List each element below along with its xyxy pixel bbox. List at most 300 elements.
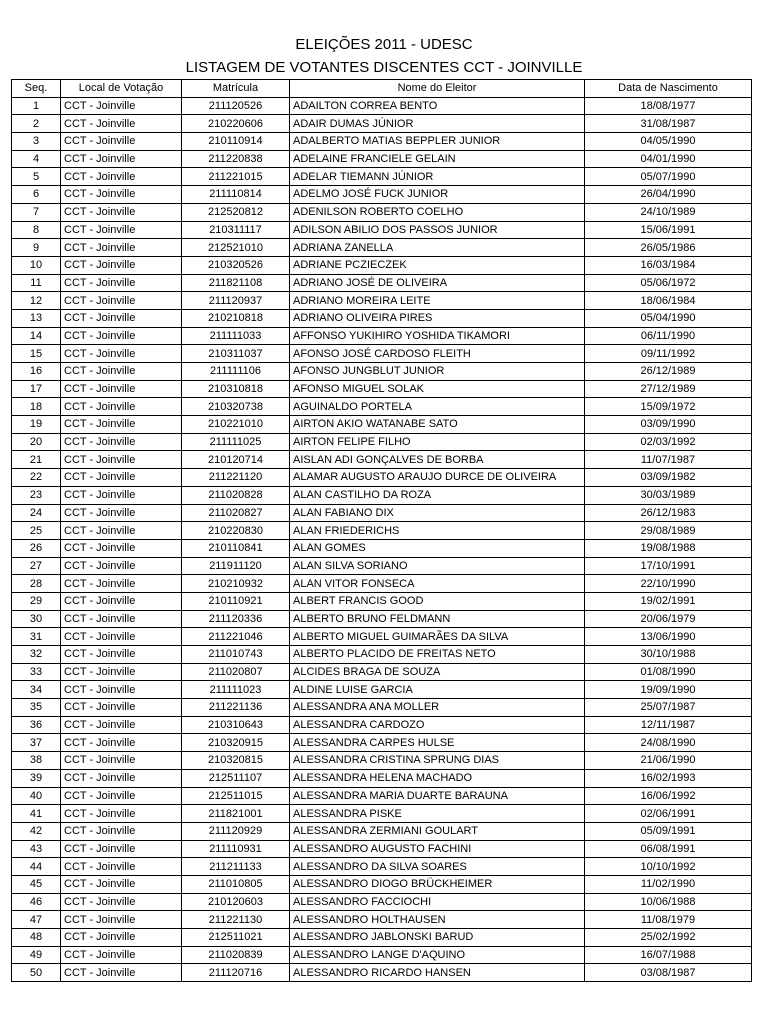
cell-nome: ADAILTON CORREA BENTO — [290, 97, 585, 115]
cell-matricula: 211110931 — [182, 840, 290, 858]
cell-nome: ALESSANDRA CRISTINA SPRUNG DIAS — [290, 752, 585, 770]
cell-seq: 16 — [12, 363, 61, 381]
cell-data-nascimento: 24/10/1989 — [585, 203, 752, 221]
cell-data-nascimento: 25/02/1992 — [585, 929, 752, 947]
cell-nome: ADELMO JOSÉ FUCK JUNIOR — [290, 186, 585, 204]
cell-nome: AIRTON FELIPE FILHO — [290, 433, 585, 451]
cell-nome: ALCIDES BRAGA DE SOUZA — [290, 663, 585, 681]
cell-matricula: 210120603 — [182, 893, 290, 911]
cell-seq: 35 — [12, 699, 61, 717]
cell-matricula: 211221046 — [182, 628, 290, 646]
cell-local: CCT - Joinville — [61, 716, 182, 734]
cell-data-nascimento: 04/05/1990 — [585, 133, 752, 151]
cell-data-nascimento: 05/09/1991 — [585, 822, 752, 840]
cell-seq: 47 — [12, 911, 61, 929]
cell-nome: AFONSO MIGUEL SOLAK — [290, 380, 585, 398]
cell-matricula: 210220830 — [182, 522, 290, 540]
page-title: ELEIÇÕES 2011 - UDESC — [295, 36, 473, 53]
cell-seq: 10 — [12, 256, 61, 274]
table-row — [12, 787, 752, 805]
cell-matricula: 211020828 — [182, 486, 290, 504]
table-row — [12, 964, 752, 982]
cell-data-nascimento: 04/01/1990 — [585, 150, 752, 168]
cell-data-nascimento: 18/08/1977 — [585, 97, 752, 115]
cell-seq: 41 — [12, 805, 61, 823]
cell-matricula: 212521010 — [182, 239, 290, 257]
table-row — [12, 752, 752, 770]
cell-matricula: 211221130 — [182, 911, 290, 929]
cell-seq: 36 — [12, 716, 61, 734]
cell-local: CCT - Joinville — [61, 150, 182, 168]
cell-data-nascimento: 19/09/1990 — [585, 681, 752, 699]
cell-seq: 4 — [12, 150, 61, 168]
cell-local: CCT - Joinville — [61, 115, 182, 133]
table-row — [12, 911, 752, 929]
cell-data-nascimento: 05/04/1990 — [585, 309, 752, 327]
cell-seq: 24 — [12, 504, 61, 522]
cell-seq: 12 — [12, 292, 61, 310]
cell-matricula: 211821108 — [182, 274, 290, 292]
cell-seq: 19 — [12, 416, 61, 434]
cell-nome: AFFONSO YUKIHIRO YOSHIDA TIKAMORI — [290, 327, 585, 345]
cell-nome: AISLAN ADI GONÇALVES DE BORBA — [290, 451, 585, 469]
cell-nome: ALESSANDRO HOLTHAUSEN — [290, 911, 585, 929]
table-row — [12, 769, 752, 787]
cell-local: CCT - Joinville — [61, 363, 182, 381]
cell-seq: 30 — [12, 610, 61, 628]
cell-nome: ADELAINE FRANCIELE GELAIN — [290, 150, 585, 168]
cell-nome: ADAIR DUMAS JÚNIOR — [290, 115, 585, 133]
cell-matricula: 211120526 — [182, 97, 290, 115]
cell-data-nascimento: 26/12/1989 — [585, 363, 752, 381]
cell-local: CCT - Joinville — [61, 239, 182, 257]
cell-matricula: 210310643 — [182, 716, 290, 734]
cell-nome: AGUINALDO PORTELA — [290, 398, 585, 416]
cell-matricula: 212511021 — [182, 929, 290, 947]
cell-local: CCT - Joinville — [61, 628, 182, 646]
cell-seq: 22 — [12, 469, 61, 487]
cell-local: CCT - Joinville — [61, 893, 182, 911]
cell-data-nascimento: 16/03/1984 — [585, 256, 752, 274]
cell-nome: ALAN FRIEDERICHS — [290, 522, 585, 540]
cell-nome: ALBERTO PLACIDO DE FREITAS NETO — [290, 646, 585, 664]
cell-seq: 38 — [12, 752, 61, 770]
cell-seq: 42 — [12, 822, 61, 840]
cell-seq: 3 — [12, 133, 61, 151]
cell-seq: 25 — [12, 522, 61, 540]
cell-matricula: 211821001 — [182, 805, 290, 823]
cell-local: CCT - Joinville — [61, 309, 182, 327]
cell-data-nascimento: 05/06/1972 — [585, 274, 752, 292]
cell-nome: ADELAR TIEMANN JÚNIOR — [290, 168, 585, 186]
table-row — [12, 168, 752, 186]
column-header-nome: Nome do Eleitor — [290, 80, 585, 98]
cell-data-nascimento: 02/06/1991 — [585, 805, 752, 823]
cell-seq: 15 — [12, 345, 61, 363]
cell-matricula: 210221010 — [182, 416, 290, 434]
cell-local: CCT - Joinville — [61, 822, 182, 840]
table-body — [12, 97, 752, 981]
table-row — [12, 504, 752, 522]
cell-local: CCT - Joinville — [61, 699, 182, 717]
table-row — [12, 858, 752, 876]
cell-local: CCT - Joinville — [61, 186, 182, 204]
cell-local: CCT - Joinville — [61, 911, 182, 929]
cell-seq: 28 — [12, 575, 61, 593]
cell-local: CCT - Joinville — [61, 929, 182, 947]
column-header-matricula: Matrícula — [182, 80, 290, 98]
table-row — [12, 203, 752, 221]
cell-local: CCT - Joinville — [61, 539, 182, 557]
table-row — [12, 628, 752, 646]
cell-seq: 21 — [12, 451, 61, 469]
cell-nome: ALESSANDRA MARIA DUARTE BARAUNA — [290, 787, 585, 805]
cell-data-nascimento: 05/07/1990 — [585, 168, 752, 186]
table-row — [12, 451, 752, 469]
table-row — [12, 469, 752, 487]
cell-local: CCT - Joinville — [61, 97, 182, 115]
cell-data-nascimento: 20/06/1979 — [585, 610, 752, 628]
cell-nome: ALESSANDRA HELENA MACHADO — [290, 769, 585, 787]
table-row — [12, 893, 752, 911]
cell-local: CCT - Joinville — [61, 787, 182, 805]
table-row — [12, 398, 752, 416]
cell-data-nascimento: 16/07/1988 — [585, 946, 752, 964]
cell-matricula: 210310818 — [182, 380, 290, 398]
cell-seq: 40 — [12, 787, 61, 805]
cell-local: CCT - Joinville — [61, 292, 182, 310]
cell-seq: 45 — [12, 875, 61, 893]
cell-nome: ADRIANA ZANELLA — [290, 239, 585, 257]
cell-seq: 46 — [12, 893, 61, 911]
table-row — [12, 97, 752, 115]
cell-data-nascimento: 11/08/1979 — [585, 911, 752, 929]
table-row — [12, 221, 752, 239]
cell-local: CCT - Joinville — [61, 398, 182, 416]
cell-seq: 48 — [12, 929, 61, 947]
table-row — [12, 274, 752, 292]
cell-seq: 44 — [12, 858, 61, 876]
table-row — [12, 681, 752, 699]
table-row — [12, 557, 752, 575]
cell-matricula: 210320815 — [182, 752, 290, 770]
cell-local: CCT - Joinville — [61, 433, 182, 451]
cell-nome: ALESSANDRA CARDOZO — [290, 716, 585, 734]
cell-matricula: 212511107 — [182, 769, 290, 787]
cell-nome: ALESSANDRA CARPES HULSE — [290, 734, 585, 752]
cell-local: CCT - Joinville — [61, 681, 182, 699]
cell-matricula: 210311117 — [182, 221, 290, 239]
cell-matricula: 210320526 — [182, 256, 290, 274]
cell-matricula: 210320738 — [182, 398, 290, 416]
cell-matricula: 211020807 — [182, 663, 290, 681]
table-row — [12, 539, 752, 557]
cell-seq: 6 — [12, 186, 61, 204]
cell-seq: 13 — [12, 309, 61, 327]
cell-matricula: 212520812 — [182, 203, 290, 221]
table-row — [12, 486, 752, 504]
cell-data-nascimento: 11/07/1987 — [585, 451, 752, 469]
cell-seq: 49 — [12, 946, 61, 964]
cell-data-nascimento: 01/08/1990 — [585, 663, 752, 681]
table-row — [12, 239, 752, 257]
cell-local: CCT - Joinville — [61, 557, 182, 575]
cell-matricula: 211220838 — [182, 150, 290, 168]
voter-table — [11, 79, 752, 982]
cell-data-nascimento: 15/09/1972 — [585, 398, 752, 416]
cell-data-nascimento: 30/10/1988 — [585, 646, 752, 664]
cell-data-nascimento: 10/10/1992 — [585, 858, 752, 876]
cell-matricula: 211911120 — [182, 557, 290, 575]
cell-seq: 33 — [12, 663, 61, 681]
cell-local: CCT - Joinville — [61, 504, 182, 522]
table-row — [12, 840, 752, 858]
cell-nome: ALESSANDRA PISKE — [290, 805, 585, 823]
table-row — [12, 186, 752, 204]
cell-seq: 11 — [12, 274, 61, 292]
table-row — [12, 416, 752, 434]
cell-seq: 43 — [12, 840, 61, 858]
cell-data-nascimento: 16/06/1992 — [585, 787, 752, 805]
cell-local: CCT - Joinville — [61, 469, 182, 487]
cell-nome: ADRIANO JOSÉ DE OLIVEIRA — [290, 274, 585, 292]
cell-data-nascimento: 13/06/1990 — [585, 628, 752, 646]
cell-seq: 29 — [12, 592, 61, 610]
cell-local: CCT - Joinville — [61, 486, 182, 504]
cell-nome: ADALBERTO MATIAS BEPPLER JUNIOR — [290, 133, 585, 151]
table-row — [12, 646, 752, 664]
cell-seq: 23 — [12, 486, 61, 504]
cell-local: CCT - Joinville — [61, 663, 182, 681]
cell-matricula: 211120716 — [182, 964, 290, 982]
table-row — [12, 734, 752, 752]
cell-nome: ALESSANDRO AUGUSTO FACHINI — [290, 840, 585, 858]
cell-matricula: 210110921 — [182, 592, 290, 610]
cell-data-nascimento: 26/12/1983 — [585, 504, 752, 522]
cell-local: CCT - Joinville — [61, 575, 182, 593]
cell-matricula: 212511015 — [182, 787, 290, 805]
cell-matricula: 210110841 — [182, 539, 290, 557]
table-row — [12, 716, 752, 734]
cell-nome: ALESSANDRO DIOGO BRÜCKHEIMER — [290, 875, 585, 893]
cell-nome: ALBERT FRANCIS GOOD — [290, 592, 585, 610]
cell-data-nascimento: 24/08/1990 — [585, 734, 752, 752]
cell-matricula: 211110814 — [182, 186, 290, 204]
cell-local: CCT - Joinville — [61, 610, 182, 628]
cell-nome: ALESSANDRO LANGE D'AQUINO — [290, 946, 585, 964]
cell-matricula: 211120929 — [182, 822, 290, 840]
cell-data-nascimento: 31/08/1987 — [585, 115, 752, 133]
cell-nome: ALAN GOMES — [290, 539, 585, 557]
cell-matricula: 211111025 — [182, 433, 290, 451]
cell-local: CCT - Joinville — [61, 345, 182, 363]
table-header-row — [12, 80, 752, 98]
cell-matricula: 210220606 — [182, 115, 290, 133]
cell-local: CCT - Joinville — [61, 964, 182, 982]
cell-data-nascimento: 19/02/1991 — [585, 592, 752, 610]
cell-data-nascimento: 21/06/1990 — [585, 752, 752, 770]
cell-seq: 39 — [12, 769, 61, 787]
cell-nome: AFONSO JOSÉ CARDOSO FLEITH — [290, 345, 585, 363]
cell-nome: ADRIANO MOREIRA LEITE — [290, 292, 585, 310]
cell-data-nascimento: 18/06/1984 — [585, 292, 752, 310]
cell-matricula: 210110914 — [182, 133, 290, 151]
cell-local: CCT - Joinville — [61, 221, 182, 239]
cell-nome: ALESSANDRA ZERMIANI GOULART — [290, 822, 585, 840]
cell-seq: 32 — [12, 646, 61, 664]
cell-matricula: 211010743 — [182, 646, 290, 664]
cell-local: CCT - Joinville — [61, 858, 182, 876]
cell-seq: 17 — [12, 380, 61, 398]
table-row — [12, 150, 752, 168]
cell-nome: ALAN FABIANO DIX — [290, 504, 585, 522]
cell-matricula: 211120336 — [182, 610, 290, 628]
cell-nome: ALAMAR AUGUSTO ARAUJO DURCE DE OLIVEIRA — [290, 469, 585, 487]
cell-nome: ADILSON ABILIO DOS PASSOS JUNIOR — [290, 221, 585, 239]
column-header-data: Data de Nascimento — [585, 80, 752, 98]
cell-seq: 1 — [12, 97, 61, 115]
cell-matricula: 211221015 — [182, 168, 290, 186]
cell-matricula: 210120714 — [182, 451, 290, 469]
cell-nome: ALESSANDRA ANA MOLLER — [290, 699, 585, 717]
table-row — [12, 433, 752, 451]
cell-data-nascimento: 25/07/1987 — [585, 699, 752, 717]
cell-local: CCT - Joinville — [61, 380, 182, 398]
cell-local: CCT - Joinville — [61, 875, 182, 893]
cell-local: CCT - Joinville — [61, 256, 182, 274]
cell-local: CCT - Joinville — [61, 840, 182, 858]
cell-nome: ALAN CASTILHO DA ROZA — [290, 486, 585, 504]
cell-nome: ADRIANO OLIVEIRA PIRES — [290, 309, 585, 327]
cell-local: CCT - Joinville — [61, 327, 182, 345]
cell-nome: ALDINE LUISE GARCIA — [290, 681, 585, 699]
cell-nome: ALESSANDRO DA SILVA SOARES — [290, 858, 585, 876]
table-row — [12, 309, 752, 327]
cell-data-nascimento: 26/04/1990 — [585, 186, 752, 204]
cell-nome: ALBERTO BRUNO FELDMANN — [290, 610, 585, 628]
cell-matricula: 210210932 — [182, 575, 290, 593]
cell-local: CCT - Joinville — [61, 416, 182, 434]
cell-nome: ADENILSON ROBERTO COELHO — [290, 203, 585, 221]
cell-nome: AIRTON AKIO WATANABE SATO — [290, 416, 585, 434]
cell-data-nascimento: 02/03/1992 — [585, 433, 752, 451]
table-row — [12, 946, 752, 964]
cell-data-nascimento: 19/08/1988 — [585, 539, 752, 557]
cell-nome: ALESSANDRO RICARDO HANSEN — [290, 964, 585, 982]
cell-data-nascimento: 11/02/1990 — [585, 875, 752, 893]
cell-matricula: 211221120 — [182, 469, 290, 487]
cell-local: CCT - Joinville — [61, 522, 182, 540]
cell-matricula: 211120937 — [182, 292, 290, 310]
cell-local: CCT - Joinville — [61, 203, 182, 221]
cell-matricula: 211221136 — [182, 699, 290, 717]
cell-matricula: 210210818 — [182, 309, 290, 327]
cell-matricula: 211111023 — [182, 681, 290, 699]
cell-nome: ADRIANE PCZIECZEK — [290, 256, 585, 274]
cell-nome: ALAN SILVA SORIANO — [290, 557, 585, 575]
table-row — [12, 575, 752, 593]
cell-seq: 8 — [12, 221, 61, 239]
cell-local: CCT - Joinville — [61, 946, 182, 964]
cell-nome: ALESSANDRO JABLONSKI BARUD — [290, 929, 585, 947]
cell-data-nascimento: 03/09/1982 — [585, 469, 752, 487]
cell-matricula: 211010805 — [182, 875, 290, 893]
table-row — [12, 699, 752, 717]
table-row — [12, 592, 752, 610]
page-subtitle: LISTAGEM DE VOTANTES DISCENTES CCT - JOINVILLE — [185, 59, 583, 76]
table-row — [12, 805, 752, 823]
cell-seq: 2 — [12, 115, 61, 133]
cell-data-nascimento: 22/10/1990 — [585, 575, 752, 593]
table-row — [12, 256, 752, 274]
column-header-seq: Seq. — [12, 80, 61, 98]
cell-matricula: 211111106 — [182, 363, 290, 381]
cell-data-nascimento: 06/08/1991 — [585, 840, 752, 858]
cell-seq: 7 — [12, 203, 61, 221]
table-row — [12, 327, 752, 345]
cell-seq: 26 — [12, 539, 61, 557]
cell-local: CCT - Joinville — [61, 133, 182, 151]
cell-local: CCT - Joinville — [61, 734, 182, 752]
table-row — [12, 363, 752, 381]
cell-nome: ALBERTO MIGUEL GUIMARÃES DA SILVA — [290, 628, 585, 646]
cell-matricula: 211020839 — [182, 946, 290, 964]
cell-data-nascimento: 17/10/1991 — [585, 557, 752, 575]
cell-data-nascimento: 16/02/1993 — [585, 769, 752, 787]
table-row — [12, 929, 752, 947]
cell-nome: ALAN VITOR FONSECA — [290, 575, 585, 593]
table-row — [12, 345, 752, 363]
cell-matricula: 210311037 — [182, 345, 290, 363]
cell-seq: 20 — [12, 433, 61, 451]
table-row — [12, 115, 752, 133]
cell-nome: AFONSO JUNGBLUT JUNIOR — [290, 363, 585, 381]
cell-data-nascimento: 27/12/1989 — [585, 380, 752, 398]
cell-data-nascimento: 26/05/1986 — [585, 239, 752, 257]
cell-local: CCT - Joinville — [61, 451, 182, 469]
cell-local: CCT - Joinville — [61, 805, 182, 823]
cell-seq: 50 — [12, 964, 61, 982]
cell-data-nascimento: 03/09/1990 — [585, 416, 752, 434]
table-row — [12, 822, 752, 840]
cell-matricula: 211111033 — [182, 327, 290, 345]
table-row — [12, 292, 752, 310]
cell-data-nascimento: 06/11/1990 — [585, 327, 752, 345]
cell-seq: 18 — [12, 398, 61, 416]
table-row — [12, 133, 752, 151]
cell-matricula: 211020827 — [182, 504, 290, 522]
cell-data-nascimento: 03/08/1987 — [585, 964, 752, 982]
cell-local: CCT - Joinville — [61, 274, 182, 292]
cell-matricula: 211211133 — [182, 858, 290, 876]
column-header-local: Local de Votação — [61, 80, 182, 98]
cell-local: CCT - Joinville — [61, 592, 182, 610]
cell-nome: ALESSANDRO FACCIOCHI — [290, 893, 585, 911]
cell-seq: 34 — [12, 681, 61, 699]
cell-data-nascimento: 29/08/1989 — [585, 522, 752, 540]
cell-local: CCT - Joinville — [61, 769, 182, 787]
cell-data-nascimento: 15/06/1991 — [585, 221, 752, 239]
table-row — [12, 663, 752, 681]
cell-data-nascimento: 09/11/1992 — [585, 345, 752, 363]
cell-local: CCT - Joinville — [61, 752, 182, 770]
cell-local: CCT - Joinville — [61, 168, 182, 186]
cell-matricula: 210320915 — [182, 734, 290, 752]
cell-local: CCT - Joinville — [61, 646, 182, 664]
cell-data-nascimento: 10/06/1988 — [585, 893, 752, 911]
table-row — [12, 875, 752, 893]
cell-data-nascimento: 30/03/1989 — [585, 486, 752, 504]
